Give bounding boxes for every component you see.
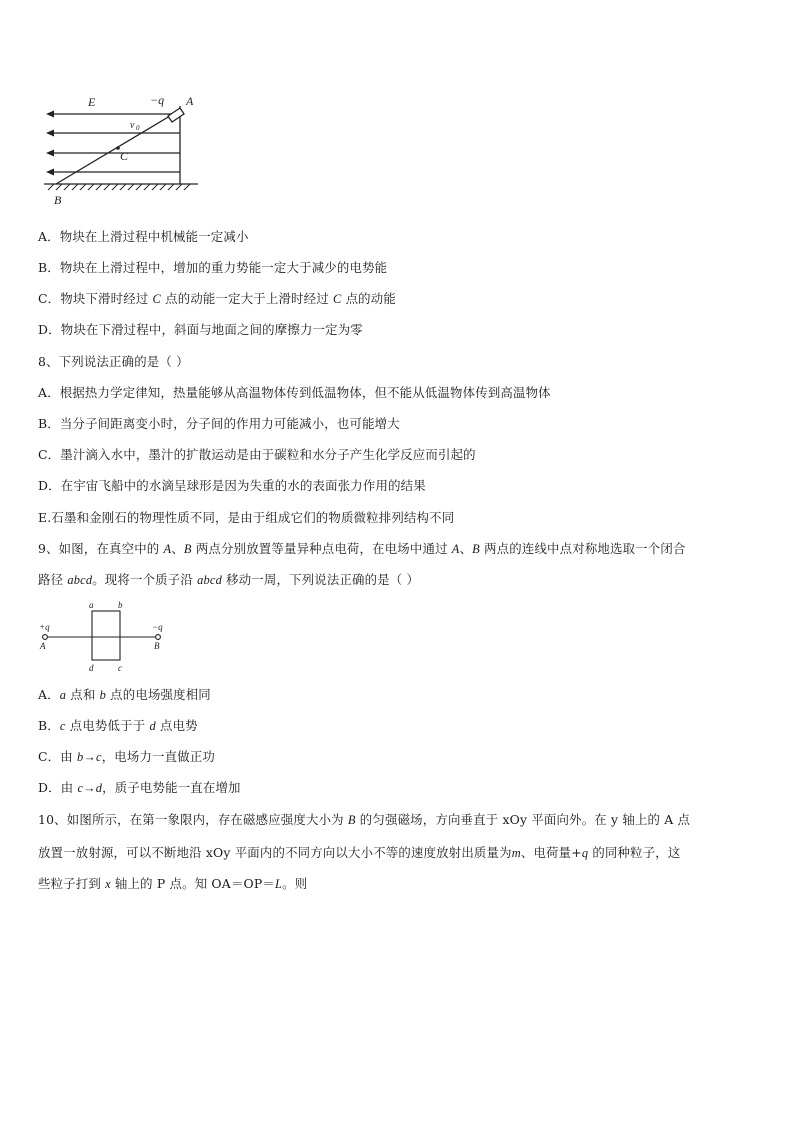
q8-option-d: D．在宇宙飞船中的水滴呈球形是因为失重的水的表面张力作用的结果 (38, 478, 426, 493)
charges-path-figure (38, 600, 178, 678)
q9-s1-t1: 9、如图，在真空中的 (38, 541, 164, 556)
q10-l2-q: q (581, 846, 589, 860)
q9-s2-t2: 。现将一个质子沿 (92, 572, 198, 587)
q9-option-c (38, 749, 215, 765)
q7-c-var-1: C (152, 292, 162, 306)
q10-l1-B: B (347, 813, 356, 827)
q9-s1-B2: B (472, 542, 480, 556)
q9-c-t1: C．由 (38, 749, 78, 764)
q9-s1-A2: A (451, 542, 460, 556)
q9-c-t2: ，电场力一直做正功 (101, 749, 216, 764)
q9-s1-t2: 、 (171, 541, 184, 556)
q9-stem-line-2 (38, 572, 419, 588)
q7-c-text-2: 点的动能一定大于上滑时经过 (161, 291, 333, 306)
q8-stem: 8、下列说法正确的是（ ） (38, 354, 189, 369)
fig2-label-a: a (89, 600, 94, 610)
q9-b-t3: 点电势 (155, 718, 198, 733)
q10-l1-t1: 10、如图所示，在第一象限内，存在磁感应强度大小为 (38, 812, 348, 827)
label-c: C (120, 149, 129, 163)
q10-line-1 (38, 812, 690, 828)
q9-a-v1: a (59, 688, 67, 702)
q9-d-t1: D．由 (38, 780, 78, 795)
q9-s1-t3: 两点分别放置等量异种点电荷，在电场中通过 (191, 541, 452, 556)
q10-l2-m: m (511, 846, 521, 860)
fig2-plus-q: +q (39, 622, 50, 632)
q8-option-b: B．当分子间距离变小时，分子间的作用力可能减小，也可能增大 (38, 416, 400, 431)
fig2-label-c: c (118, 663, 122, 673)
q9-stem-line-1 (38, 541, 686, 557)
q10-l3-x: x (105, 877, 111, 891)
q7-option-b: B．物块在上滑过程中，增加的重力势能一定大于减少的电势能 (38, 260, 388, 275)
q10-line-2 (38, 845, 681, 861)
q7-c-text-1: C．物块下滑时经过 (38, 291, 153, 306)
q7-option-c (38, 291, 396, 307)
q9-s1-B: B (183, 542, 192, 556)
label-e: E (88, 95, 96, 109)
q9-s2-abcd-2: abcd (197, 573, 222, 587)
q9-c-v: b→c (77, 750, 102, 764)
q8-option-e: E.石墨和金刚石的物理性质不同，是由于组成它们的物质微粒排列结构不同 (38, 510, 455, 525)
fig2-label-a-point: A (40, 641, 46, 651)
q10-l2-t3: 的同种粒子，这 (588, 845, 681, 860)
q7-c-var-2: C (332, 292, 342, 306)
fig2-label-b-point: B (154, 641, 160, 651)
q10-l3-t2: 轴上的 P 点。知 OA＝OP＝ (110, 876, 276, 891)
label-v0-sub: 0 (136, 124, 140, 132)
q9-s2-abcd: abcd (67, 573, 93, 587)
q10-l3-t3: 。则 (282, 876, 308, 891)
q10-line-3 (38, 876, 307, 892)
q9-s1-A: A (163, 542, 172, 556)
q9-option-a (38, 687, 211, 703)
q9-option-d (38, 780, 241, 796)
label-b: B (54, 193, 62, 207)
q9-d-v: c→d (77, 781, 103, 795)
q9-option-b (38, 718, 198, 734)
q9-b-v1: c (59, 719, 66, 733)
q7-option-a: A．物块在上滑过程中机械能一定减小 (38, 229, 249, 244)
q8-option-c: C．墨汁滴入水中，墨汁的扩散运动是由于碳粒和水分子产生化学反应而引起的 (38, 447, 476, 462)
incline-field-figure (38, 88, 208, 210)
q10-l2-t1: 放置一放射源，可以不断地沿 xOy 平面内的不同方向以大小不等的速度放射出质量为 (38, 845, 512, 860)
q7-c-text-3: 点的动能 (341, 291, 396, 306)
q8-option-a: A．根据热力学定律知，热量能够从高温物体传到低温物体，但不能从低温物体传到高温物体 (38, 385, 551, 400)
fig2-label-b: b (118, 600, 123, 610)
q9-a-v2: b (99, 688, 107, 702)
q9-s2-t1: 路径 (38, 572, 68, 587)
q9-a-t2: 点和 (66, 687, 100, 702)
q9-a-t3: 点的电场强度相同 (106, 687, 211, 702)
q9-s2-t3: 移动一周，下列说法正确的是（ ） (221, 572, 420, 587)
q9-a-t1: A． (38, 687, 60, 702)
q10-l2-t2: 、电荷量+ (520, 845, 582, 860)
q9-d-t2: ，质子电势能一直在增加 (102, 780, 241, 795)
label-minus-q: −q (150, 93, 165, 107)
q9-s1-t4: 、 (459, 541, 473, 556)
q10-l1-t2: 的匀强磁场，方向垂直于 xOy 平面向外。在 y 轴上的 A 点 (355, 812, 691, 827)
fig2-minus-q: −q (152, 622, 163, 632)
q7-option-d: D．物块在下滑过程中，斜面与地面之间的摩擦力一定为零 (38, 322, 363, 337)
q9-b-t1: B． (38, 718, 60, 733)
q10-l3-t1: 些粒子打到 (38, 876, 106, 891)
fig2-label-d: d (89, 663, 94, 673)
q9-s1-t5: 两点的连线中点对称地选取一个闭合 (479, 541, 686, 556)
label-a: A (186, 94, 194, 108)
q9-b-v2: d (149, 719, 156, 733)
label-v0: v (130, 120, 135, 131)
q10-l3-L: L (275, 877, 283, 891)
q9-b-t2: 点电势低于于 (65, 718, 150, 733)
